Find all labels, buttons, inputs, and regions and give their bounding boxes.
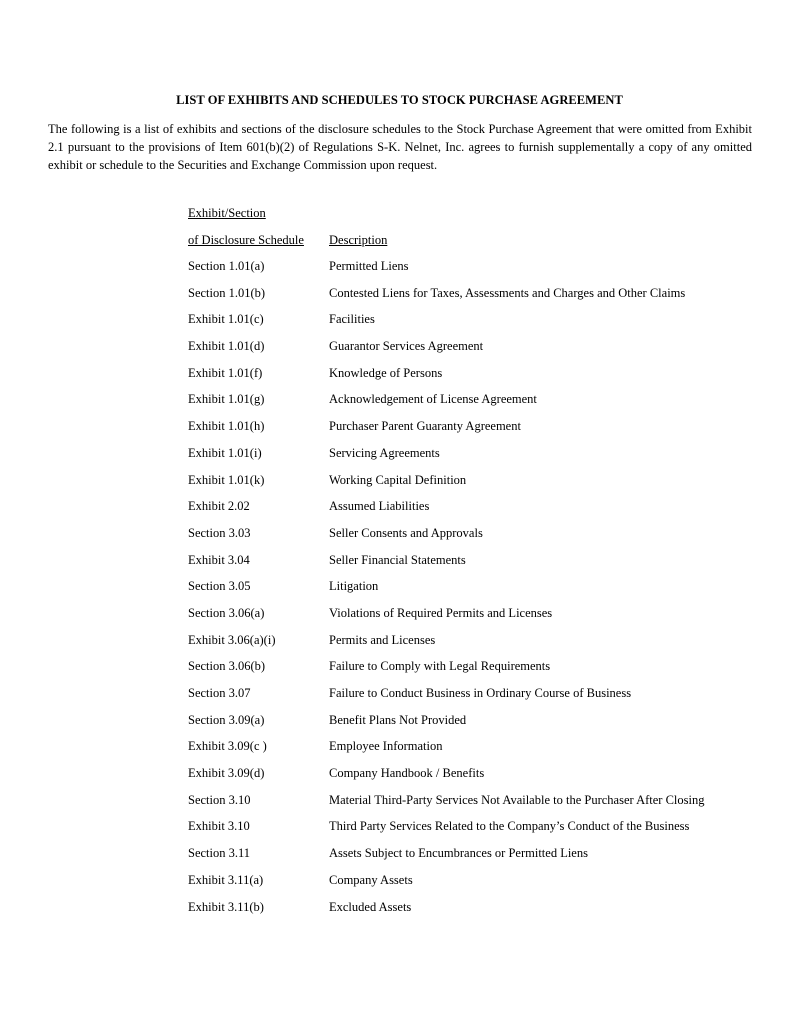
table-row [188,793,748,820]
exhibit-ref: Exhibit 1.01(f) [188,365,263,380]
table-row [188,686,748,713]
table-row [188,339,748,366]
exhibit-description: Assumed Liabilities [329,499,430,514]
exhibit-list [188,259,748,926]
exhibit-description: Failure to Comply with Legal Requirements [329,659,551,674]
table-row [188,900,748,927]
table-row [188,659,748,686]
exhibit-ref: Section 3.06(b) [188,659,266,674]
table-row [188,579,748,606]
table-row [188,312,748,339]
table-row [188,259,748,286]
table-row [188,739,748,766]
table-row [188,392,748,419]
exhibit-ref: Exhibit 2.02 [188,499,250,514]
exhibit-description: Seller Financial Statements [329,552,466,567]
exhibit-description: Benefit Plans Not Provided [329,712,467,727]
table-row [188,419,748,446]
exhibit-description: Company Assets [329,872,413,887]
exhibit-description: Litigation [329,579,379,594]
exhibit-description: Knowledge of Persons [329,365,443,380]
document-title: LIST OF EXHIBITS AND SCHEDULES TO STOCK PURCHASE AGREEMENT [176,93,623,107]
column-header-exhibit-section: Exhibit/Section [188,206,266,220]
exhibit-ref: Section 1.01(a) [188,259,265,273]
exhibit-ref: Section 3.10 [188,792,251,807]
exhibit-ref: Section 3.05 [188,579,251,594]
exhibit-ref: Section 3.09(a) [188,712,265,727]
exhibit-ref: Section 3.06(a) [188,605,265,620]
table-row [188,446,748,473]
column-header-disclosure-schedule: of Disclosure Schedule [188,233,304,247]
exhibit-ref: Exhibit 1.01(i) [188,445,262,460]
intro-paragraph: The following is a list of exhibits and sections of the disclosure schedules to the Stock Purchase Agreement that were omitted from Exhibit 2.1 pursuant to the provisions of Item 601(b)(2) of Regulations S-K. Nelnet, Inc. agrees to furnish supplementally a copy of any omitted exhibit or schedule to the Securities and Exchange Commission upon request. [48,122,752,172]
exhibit-description: Assets Subject to Encumbrances or Permitted Liens [329,846,588,861]
exhibit-ref: Exhibit 1.01(k) [188,472,265,487]
table-row [188,713,748,740]
exhibit-ref: Exhibit 1.01(d) [188,339,265,354]
exhibit-ref: Exhibit 3.06(a)(i) [188,632,276,647]
exhibit-description: Servicing Agreements [329,445,440,460]
exhibit-description: Guarantor Services Agreement [329,339,484,354]
exhibit-ref: Exhibit 3.09(d) [188,766,265,781]
exhibit-ref: Exhibit 3.10 [188,819,250,834]
exhibit-description: Employee Information [329,739,443,754]
table-row [188,819,748,846]
exhibit-description: Third Party Services Related to the Company’s Conduct of the Business [329,819,690,834]
exhibit-ref: Exhibit 1.01(c) [188,312,264,327]
exhibit-description: Failure to Conduct Business in Ordinary Course of Business [329,686,632,700]
exhibit-ref: Section 3.11 [188,846,251,861]
table-row [188,606,748,633]
exhibit-description: Permitted Liens [329,259,409,273]
exhibit-description: Violations of Required Permits and Licenses [329,605,553,620]
exhibit-description: Excluded Assets [329,899,412,914]
table-row [188,286,748,313]
exhibit-description: Acknowledgement of License Agreement [329,392,537,407]
table-row [188,873,748,900]
column-header-description: Description [329,233,388,247]
exhibit-description: Seller Consents and Approvals [329,525,483,540]
exhibit-description: Purchaser Parent Guaranty Agreement [329,419,521,434]
exhibit-ref: Exhibit 1.01(g) [188,392,265,407]
exhibit-ref: Section 3.03 [188,525,251,540]
exhibit-description: Contested Liens for Taxes, Assessments and Charges and Other Claims [329,285,686,300]
exhibit-description: Facilities [329,312,375,327]
exhibit-ref: Exhibit 3.09(c ) [188,739,267,754]
table-row [188,499,748,526]
table-row [188,553,748,580]
exhibit-description: Permits and Licenses [329,632,436,647]
exhibit-ref: Exhibit 3.11(b) [188,899,264,914]
table-row [188,526,748,553]
exhibit-ref: Section 1.01(b) [188,285,266,300]
table-row [188,473,748,500]
exhibit-description: Working Capital Definition [329,472,467,487]
exhibit-description: Material Third-Party Services Not Available to the Purchaser After Closing [329,792,705,807]
table-row [188,633,748,660]
exhibit-ref: Section 3.07 [188,686,251,700]
table-row [188,766,748,793]
table-row [188,846,748,873]
exhibit-description: Company Handbook / Benefits [329,766,485,781]
exhibit-ref: Exhibit 3.04 [188,552,250,567]
exhibit-ref: Exhibit 3.11(a) [188,872,264,887]
table-row [188,366,748,393]
exhibit-ref: Exhibit 1.01(h) [188,419,265,434]
